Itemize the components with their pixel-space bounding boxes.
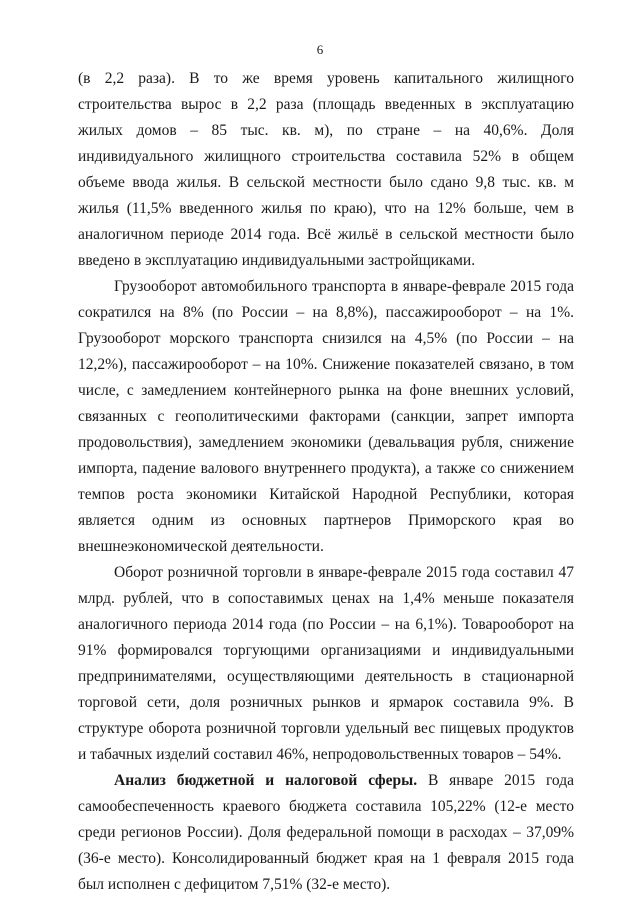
paragraph-retail: Оборот розничной торговли в январе-феврале 2015 года составил 47 млрд. рублей, что в сопоставимых ценах на 1,4% меньше показателя аналогичного периода 2014 года (по России – на 6,1%). Товарооборот на 91% формировался торгующими организациями и индивидуальными предпринимателями, осуществляющими деятельность в стационарной торговой сети, доля розничных рынков и ярмарок составила 9%. В структуре оборота розничной торговли удельный вес пищевых продуктов и табачных изделий составил 46%, непродовольственных товаров – 54%. bbox=[78, 564, 574, 763]
paragraph-budget bbox=[78, 768, 574, 898]
page-number: 6 bbox=[316, 42, 324, 57]
section-heading-budget: Анализ бюджетной и налоговой сферы. bbox=[114, 772, 418, 789]
document-body bbox=[78, 66, 574, 898]
paragraph-budget-text: В январе 2015 года самообеспеченность краевого бюджета составила 105,22% (12-е место среди регионов России). Доля федеральной помощи в расходах – 37,09% (36-е место). Консолидированный бюджет края на 1 февраля 2015 года был исполнен с дефицитом 7,51% (32-е место). bbox=[78, 772, 574, 893]
paragraph-housing: (в 2,2 раза). В то же время уровень капитального жилищного строительства вырос в 2,2 раза (площадь введенных в эксплуатацию жилых домов – 85 тыс. кв. м), по стране – на 40,6%. Доля индивидуального жилищного строительства составила 52% в общем объеме ввода жилья. В сельской местности было сдано 9,8 тыс. кв. м жилья (11,5% введенного жилья по краю), что на 12% больше, чем в аналогичном периоде 2014 года. Всё жильё в сельской местности было введено в эксплуатацию индивидуальными застройщиками. bbox=[78, 70, 574, 269]
paragraph-transport: Грузооборот автомобильного транспорта в январе-феврале 2015 года сократился на 8% (по России – на 8,8%), пассажирооборот – на 1%. Грузооборот морского транспорта снизился на 4,5% (по России – на 12,2%), пассажирооборот – на 10%. Снижение показателей связано, в том числе, с замедлением контейнерного рынка на фоне внешних условий, связанных с геополитическими факторами (санкции, запрет импорта продовольствия), замедлением экономики (девальвация рубля, снижение импорта, падение валового внутреннего продукта), а также со снижением темпов роста экономики Китайской Народной Республики, которая является одним из основных партнеров Приморского края во внешнеэкономической деятельности. bbox=[78, 278, 574, 555]
